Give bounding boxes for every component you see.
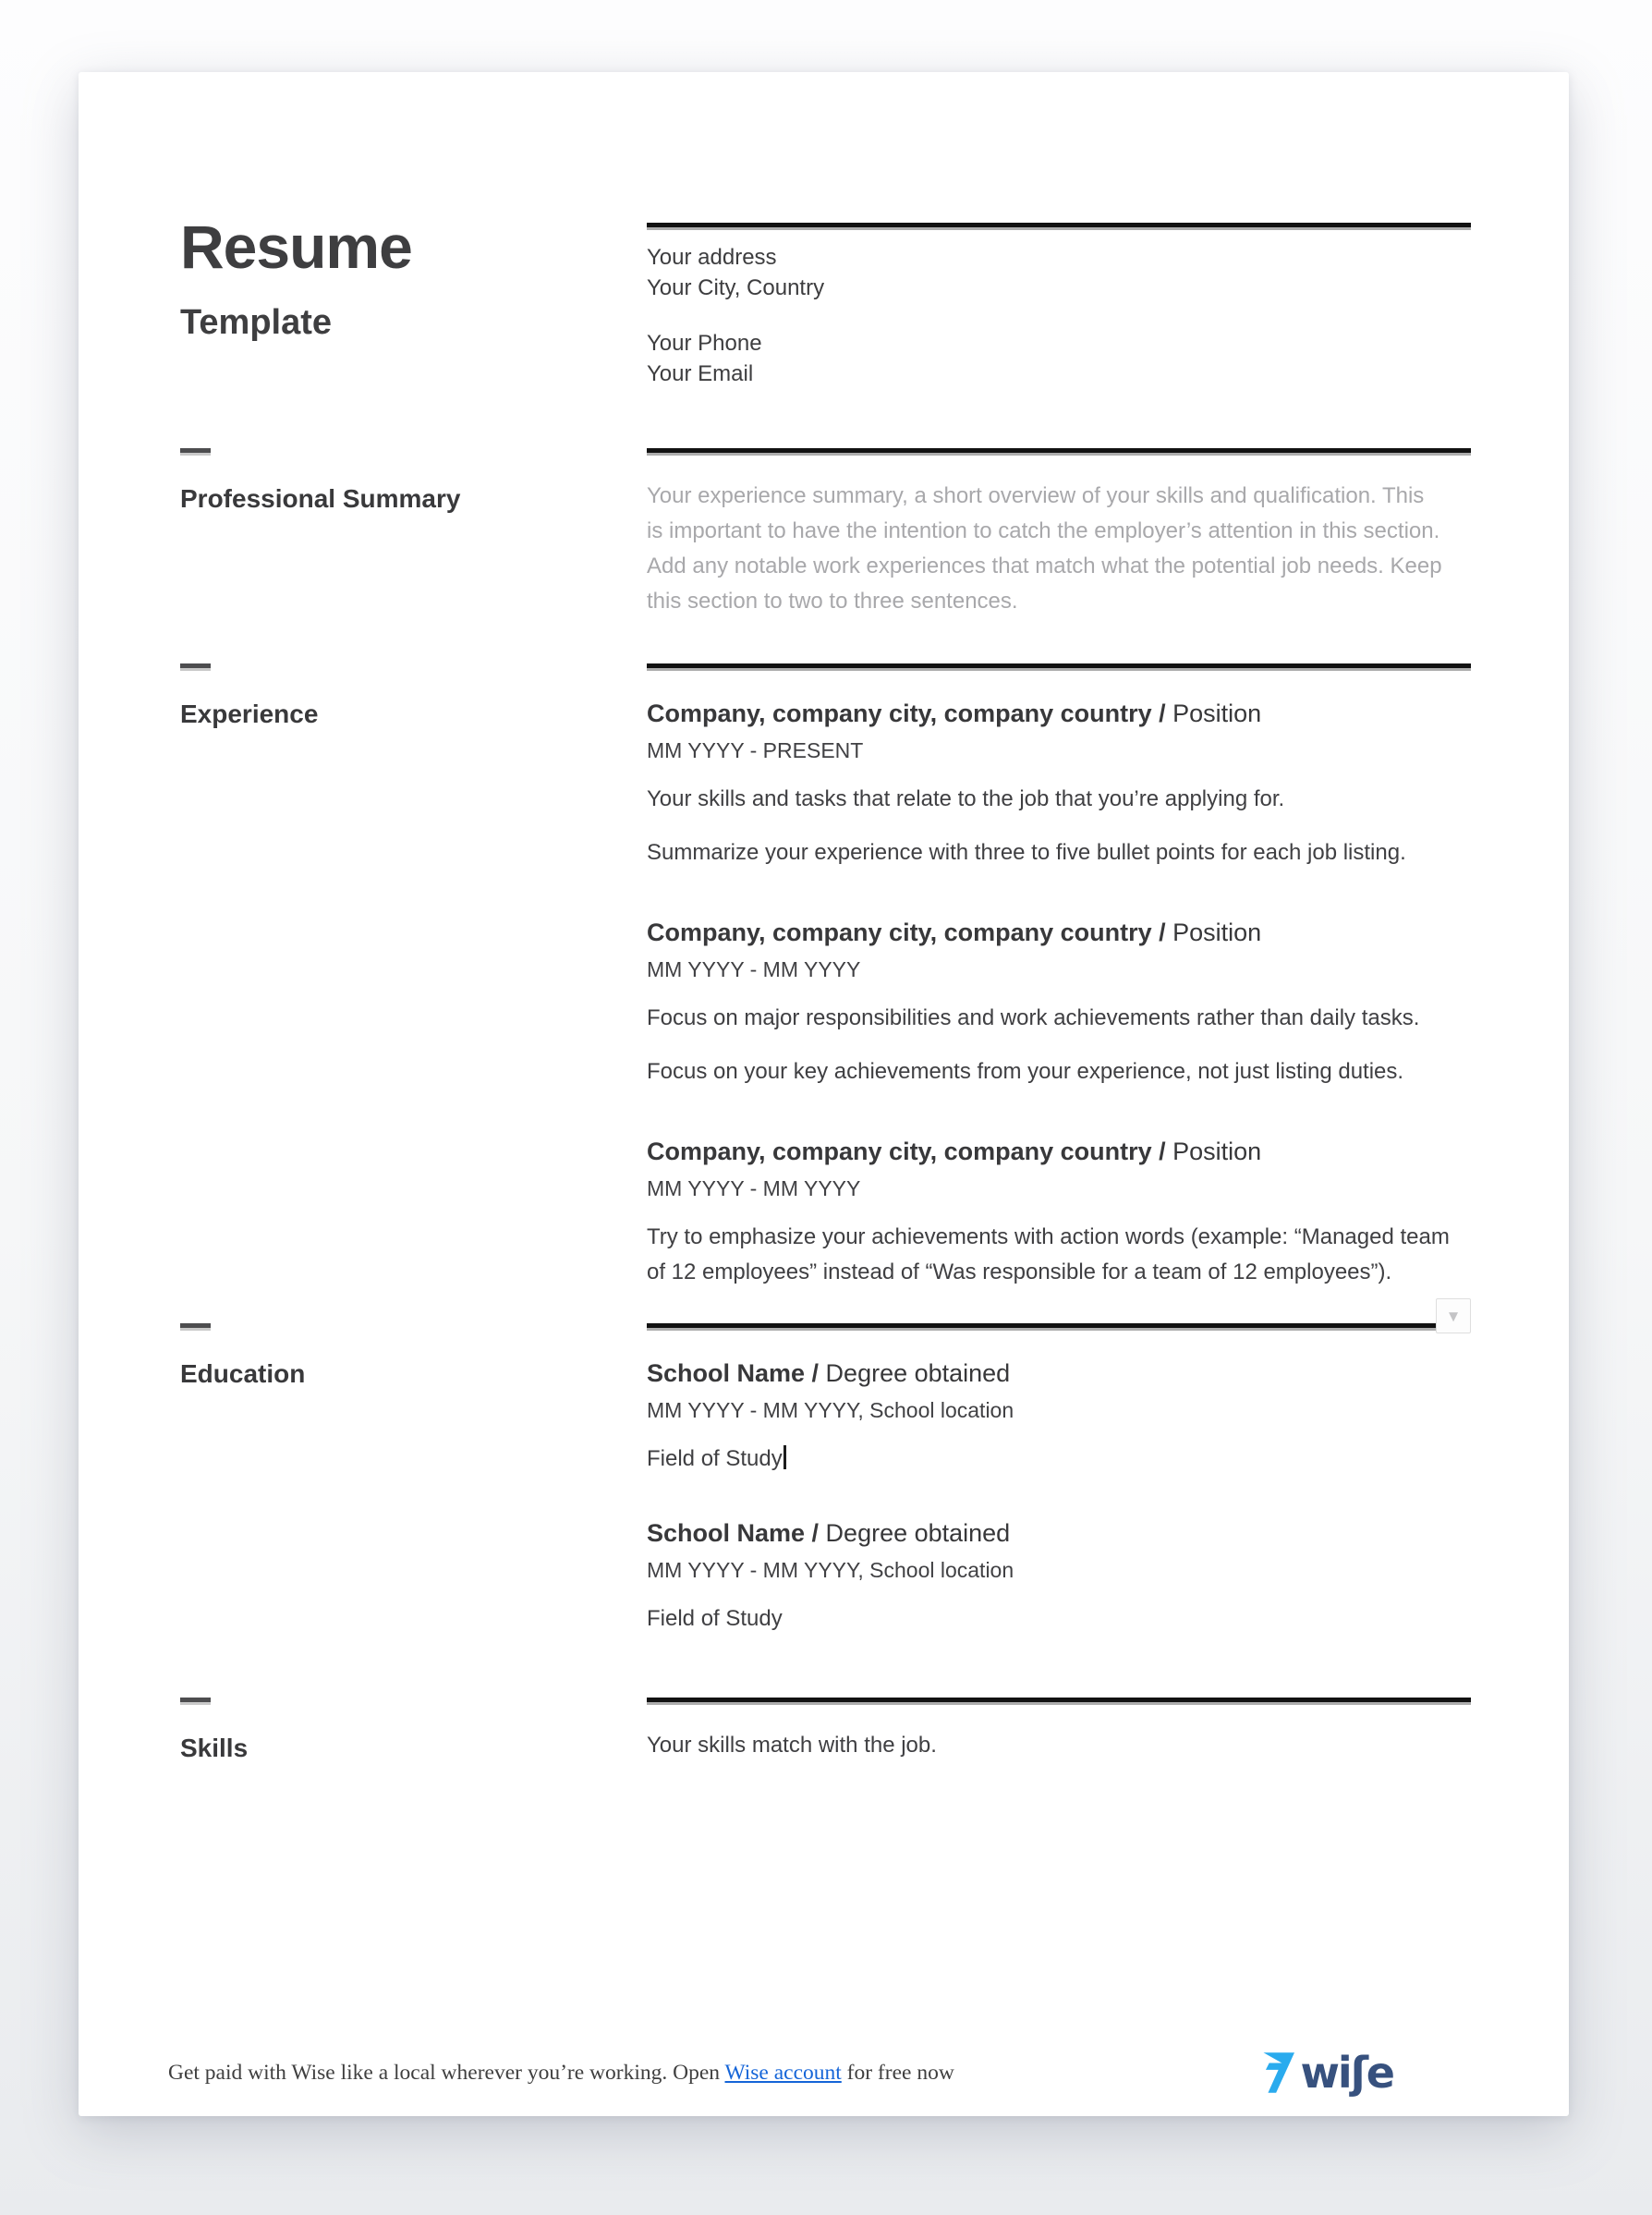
- job-title: [647, 698, 1471, 729]
- job-position: Position: [1165, 700, 1262, 727]
- section-skills: [180, 1698, 1471, 1763]
- skills-heading: Skills: [180, 1734, 249, 1762]
- chevron-down-icon: ▼: [1445, 1307, 1462, 1325]
- job-description: Focus on major responsibilities and work achievements rather than daily tasks.: [647, 1005, 1420, 1030]
- job-entry: [647, 698, 1471, 870]
- professional-summary-label: [180, 448, 647, 514]
- school-entry: [647, 1357, 1471, 1473]
- experience-content: [647, 663, 1471, 1290]
- professional-summary-content: [647, 448, 1471, 619]
- promo-text: [168, 2061, 954, 2086]
- job-company: Company, company city, company country /: [647, 1138, 1166, 1165]
- section-professional-summary: [180, 448, 1471, 619]
- section-dash: [180, 663, 211, 668]
- school-field-of-study: [647, 1605, 1471, 1633]
- job-entry: [647, 917, 1471, 1089]
- education-content: [647, 1307, 1471, 1633]
- job-dates: MM YYYY - PRESENT: [647, 738, 864, 762]
- skills-content: [647, 1698, 1471, 1760]
- wise-flag-icon: [1261, 2052, 1294, 2093]
- professional-summary-heading: Professional Summary: [180, 484, 461, 513]
- experience-label: [180, 663, 647, 729]
- job-company: Company, company city, company country /: [647, 700, 1166, 727]
- school-entry: [647, 1517, 1471, 1633]
- promo-text-after: for free now: [841, 2060, 954, 2085]
- job-description: Try to emphasize your achievements with action words (example: “Managed team of 12 employees” instead of “Was responsible for a team of 12 employees”).: [647, 1224, 1450, 1284]
- experience-heading: Experience: [180, 700, 319, 728]
- education-heading: Education: [180, 1359, 306, 1388]
- field-text: Field of Study: [647, 1446, 783, 1471]
- professional-summary-placeholder[interactable]: Your experience summary, a short overview of your skills and qualification. This is important to have the intention to catch the employer’s attention in this section. Add any notable work experiences that match what the potential job needs. Keep this section to two to three sentences.: [647, 483, 1442, 614]
- job-list: [647, 698, 1471, 1290]
- school-degree: Degree obtained: [819, 1519, 1011, 1547]
- job-title: [647, 917, 1471, 948]
- job-position: Position: [1165, 1138, 1262, 1165]
- job-company: Company, company city, company country /: [647, 919, 1166, 946]
- contact-block: [647, 215, 1471, 389]
- school-dates: MM YYYY - MM YYYY, School location: [647, 1558, 1014, 1582]
- professional-summary-divider: [647, 448, 1471, 453]
- page-subtitle: Template: [180, 302, 333, 342]
- school-name: School Name /: [647, 1359, 820, 1387]
- field-text: Field of Study: [647, 1606, 783, 1631]
- job-description: Your skills and tasks that relate to the job that you’re applying for.: [647, 786, 1285, 811]
- school-name: School Name /: [647, 1519, 820, 1547]
- school-degree: Degree obtained: [819, 1359, 1011, 1387]
- job-entry: [647, 1136, 1471, 1290]
- school-dates: MM YYYY - MM YYYY, School location: [647, 1398, 1014, 1422]
- contact-email: Your Email: [647, 361, 754, 386]
- section-dash: [180, 1323, 211, 1328]
- section-experience: [180, 663, 1471, 1290]
- dropdown-arrow-button[interactable]: [1436, 1298, 1471, 1333]
- wise-logo: [1261, 2048, 1393, 2098]
- contact-divider: [647, 223, 1471, 227]
- skills-label: [180, 1698, 647, 1763]
- education-label: [180, 1323, 647, 1389]
- experience-divider: [647, 663, 1471, 668]
- promo-text-before: Get paid with Wise like a local wherever you’re working. Open: [168, 2060, 725, 2085]
- wise-account-link[interactable]: Wise account: [724, 2060, 842, 2085]
- document-header: [180, 215, 1471, 389]
- resume-document: [79, 72, 1569, 2116]
- contact-address: Your address: [647, 245, 777, 270]
- job-description: Focus on your key achievements from your experience, not just listing duties.: [647, 1059, 1404, 1084]
- section-dash: [180, 1698, 211, 1702]
- school-title: [647, 1517, 1471, 1549]
- text-cursor: [783, 1445, 786, 1469]
- education-divider: [647, 1323, 1437, 1328]
- skills-divider: [647, 1698, 1471, 1702]
- job-position: Position: [1165, 919, 1262, 946]
- contact-city-country: Your City, Country: [647, 275, 825, 300]
- school-field-of-study[interactable]: [647, 1445, 1471, 1473]
- education-divider-wrap: [647, 1307, 1471, 1328]
- school-list: [647, 1357, 1471, 1633]
- page-title: Resume: [180, 213, 412, 281]
- job-title: [647, 1136, 1471, 1167]
- section-education: [180, 1307, 1471, 1633]
- school-title: [647, 1357, 1471, 1389]
- section-dash: [180, 448, 211, 453]
- contact-phone: Your Phone: [647, 331, 762, 356]
- job-dates: MM YYYY - MM YYYY: [647, 1176, 861, 1200]
- title-block: [180, 215, 647, 343]
- wise-wordmark: wiʃe: [1300, 2048, 1393, 2098]
- job-description: Summarize your experience with three to five bullet points for each job listing.: [647, 840, 1406, 865]
- promo-footer: [168, 2048, 1393, 2098]
- skills-text: Your skills match with the job.: [647, 1733, 937, 1758]
- job-dates: MM YYYY - MM YYYY: [647, 957, 861, 981]
